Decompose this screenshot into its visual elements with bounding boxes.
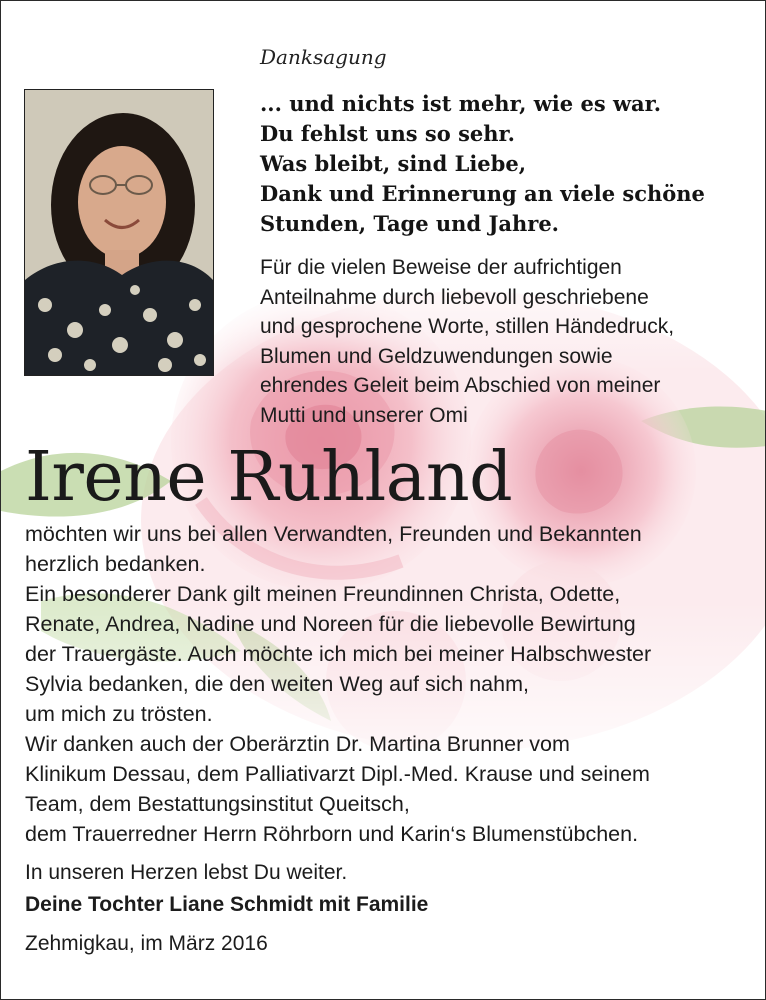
poem-line: Du fehlst uns so sehr. [260,121,515,146]
intro-line: und gesprochene Worte, stillen Händedruck, [260,315,675,338]
body-line: Team, dem Bestattungsinstitut Queitsch, [25,792,410,816]
body-line: Renate, Andrea, Nadine und Noreen für die liebevolle Bewirtung [25,612,636,636]
body-line: herzlich bedanken. [25,552,206,576]
closing-block [25,857,428,921]
poem-line: Stunden, Tage und Jahre. [260,211,559,236]
intro-line: Für die vielen Beweise der aufrichtigen [260,256,622,279]
intro-line: ehrendes Geleit beim Abschied von meiner [260,374,661,397]
deceased-name: Irene Ruhland [25,438,513,517]
place-date: Zehmigkau, im März 2016 [25,932,268,955]
body-line: um mich zu trösten. [25,702,213,726]
signature: Deine Tochter Liane Schmidt mit Familie [25,893,429,916]
body-line: Wir danken auch der Oberärztin Dr. Martina Brunner vom [25,732,570,756]
body-line: dem Trauerredner Herrn Röhrborn und Karin‘s Blumenstübchen. [25,822,639,846]
body-line: Klinikum Dessau, dem Palliativarzt Dipl.-Med. Krause und seinem [25,762,650,786]
body-paragraph [25,519,651,849]
poem-line: ... und nichts ist mehr, wie es war. [260,91,662,116]
body-line: Ein besonderer Dank gilt meinen Freundinnen Christa, Odette, [25,582,621,606]
intro-line: Anteilnahme durch liebevoll geschriebene [260,285,649,309]
intro-line: Mutti und unserer Omi [260,403,468,427]
body-line: möchten wir uns bei allen Verwandten, Freunden und Bekannten [25,522,642,546]
closing-line: In unseren Herzen lebst Du weiter. [25,861,348,884]
body-line: Sylvia bedanken, die den weiten Weg auf sich nahm, [25,672,529,696]
poem [260,89,705,239]
poem-line: Dank und Erinnerung an viele schöne [260,181,705,206]
poem-line: Was bleibt, sind Liebe, [260,151,527,176]
portrait-photo [24,89,214,376]
intro-line: Blumen und Geldzuwendungen sowie [260,344,613,368]
body-line: der Trauergäste. Auch möchte ich mich bei meiner Halbschwester [25,642,652,666]
heading-danksagung: Danksagung [260,45,387,69]
intro-paragraph [260,253,674,430]
